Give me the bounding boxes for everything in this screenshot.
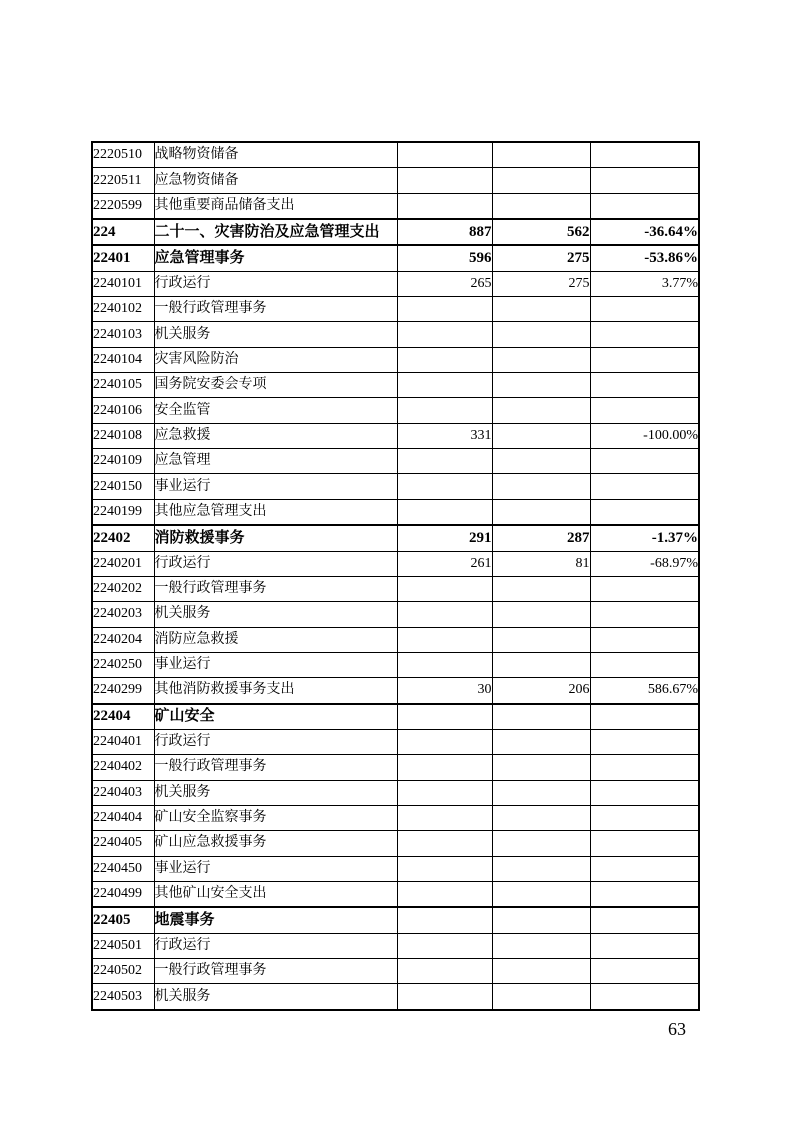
table-row bbox=[92, 907, 699, 933]
value2-cell bbox=[492, 780, 590, 805]
percent-cell bbox=[590, 831, 699, 856]
value2-cell bbox=[492, 474, 590, 499]
name-cell: 行政运行 bbox=[154, 551, 397, 576]
code-cell: 2240108 bbox=[92, 423, 154, 448]
table-row bbox=[92, 652, 699, 677]
name-cell: 国务院安委会专项 bbox=[154, 373, 397, 398]
name-cell: 机关服务 bbox=[154, 322, 397, 347]
code-cell: 22404 bbox=[92, 704, 154, 730]
code-cell: 2240105 bbox=[92, 373, 154, 398]
value1-cell bbox=[397, 168, 492, 193]
value2-cell bbox=[492, 831, 590, 856]
value2-cell bbox=[492, 881, 590, 907]
name-cell: 消防救援事务 bbox=[154, 525, 397, 551]
percent-cell bbox=[590, 168, 699, 193]
value2-cell bbox=[492, 627, 590, 652]
value1-cell: 291 bbox=[397, 525, 492, 551]
code-cell: 2240201 bbox=[92, 551, 154, 576]
value1-cell bbox=[397, 398, 492, 423]
code-cell: 2240299 bbox=[92, 678, 154, 704]
name-cell: 一般行政管理事务 bbox=[154, 297, 397, 322]
name-cell: 矿山安全 bbox=[154, 704, 397, 730]
value1-cell bbox=[397, 755, 492, 780]
code-cell: 2240204 bbox=[92, 627, 154, 652]
name-cell: 行政运行 bbox=[154, 933, 397, 958]
value1-cell bbox=[397, 907, 492, 933]
table-row bbox=[92, 142, 699, 168]
percent-cell bbox=[590, 729, 699, 754]
code-cell: 2240104 bbox=[92, 347, 154, 372]
name-cell: 行政运行 bbox=[154, 271, 397, 296]
table-row bbox=[92, 755, 699, 780]
code-cell: 2240499 bbox=[92, 881, 154, 907]
value2-cell bbox=[492, 499, 590, 525]
percent-cell bbox=[590, 704, 699, 730]
value2-cell bbox=[492, 959, 590, 984]
percent-cell: -1.37% bbox=[590, 525, 699, 551]
value2-cell bbox=[492, 704, 590, 730]
value1-cell: 596 bbox=[397, 245, 492, 271]
name-cell: 机关服务 bbox=[154, 984, 397, 1010]
code-cell: 2240101 bbox=[92, 271, 154, 296]
name-cell: 一般行政管理事务 bbox=[154, 755, 397, 780]
page-number: 63 bbox=[668, 1019, 686, 1039]
value1-cell bbox=[397, 933, 492, 958]
table-row bbox=[92, 322, 699, 347]
name-cell: 灾害风险防治 bbox=[154, 347, 397, 372]
name-cell: 一般行政管理事务 bbox=[154, 959, 397, 984]
value2-cell: 275 bbox=[492, 245, 590, 271]
table-row bbox=[92, 805, 699, 830]
name-cell: 行政运行 bbox=[154, 729, 397, 754]
table-row bbox=[92, 449, 699, 474]
value2-cell bbox=[492, 449, 590, 474]
name-cell: 其他消防救援事务支出 bbox=[154, 678, 397, 704]
value1-cell bbox=[397, 652, 492, 677]
code-cell: 22402 bbox=[92, 525, 154, 551]
table-row bbox=[92, 525, 699, 551]
table-row bbox=[92, 729, 699, 754]
table-row bbox=[92, 551, 699, 576]
percent-cell: -68.97% bbox=[590, 551, 699, 576]
table-row bbox=[92, 474, 699, 499]
percent-cell bbox=[590, 984, 699, 1010]
percent-cell bbox=[590, 907, 699, 933]
table-row bbox=[92, 704, 699, 730]
percent-cell bbox=[590, 627, 699, 652]
value2-cell bbox=[492, 856, 590, 881]
table-row bbox=[92, 271, 699, 296]
code-cell: 2240503 bbox=[92, 984, 154, 1010]
value2-cell: 287 bbox=[492, 525, 590, 551]
value1-cell bbox=[397, 347, 492, 372]
value2-cell bbox=[492, 423, 590, 448]
value2-cell bbox=[492, 933, 590, 958]
code-cell: 2240404 bbox=[92, 805, 154, 830]
code-cell: 2240150 bbox=[92, 474, 154, 499]
code-cell: 2240102 bbox=[92, 297, 154, 322]
code-cell: 2240501 bbox=[92, 933, 154, 958]
code-cell: 2240106 bbox=[92, 398, 154, 423]
value2-cell bbox=[492, 168, 590, 193]
percent-cell bbox=[590, 805, 699, 830]
value1-cell bbox=[397, 373, 492, 398]
name-cell: 其他矿山安全支出 bbox=[154, 881, 397, 907]
table-row bbox=[92, 780, 699, 805]
budget-table-body bbox=[92, 142, 699, 1010]
value1-cell bbox=[397, 576, 492, 601]
value1-cell bbox=[397, 474, 492, 499]
table-row bbox=[92, 933, 699, 958]
value2-cell: 275 bbox=[492, 271, 590, 296]
name-cell: 事业运行 bbox=[154, 474, 397, 499]
percent-cell bbox=[590, 959, 699, 984]
table-row bbox=[92, 959, 699, 984]
name-cell: 矿山安全监察事务 bbox=[154, 805, 397, 830]
value2-cell bbox=[492, 297, 590, 322]
value1-cell bbox=[397, 805, 492, 830]
value1-cell bbox=[397, 193, 492, 219]
code-cell: 2240202 bbox=[92, 576, 154, 601]
code-cell: 22401 bbox=[92, 245, 154, 271]
code-cell: 2240403 bbox=[92, 780, 154, 805]
percent-cell bbox=[590, 755, 699, 780]
value2-cell bbox=[492, 322, 590, 347]
value1-cell: 887 bbox=[397, 219, 492, 245]
table-row bbox=[92, 627, 699, 652]
code-cell: 2240103 bbox=[92, 322, 154, 347]
percent-cell bbox=[590, 933, 699, 958]
code-cell: 2240450 bbox=[92, 856, 154, 881]
code-cell: 2220599 bbox=[92, 193, 154, 219]
value1-cell: 261 bbox=[397, 551, 492, 576]
value2-cell bbox=[492, 602, 590, 627]
name-cell: 其他应急管理支出 bbox=[154, 499, 397, 525]
percent-cell bbox=[590, 297, 699, 322]
value2-cell bbox=[492, 755, 590, 780]
value2-cell: 562 bbox=[492, 219, 590, 245]
percent-cell bbox=[590, 449, 699, 474]
value1-cell bbox=[397, 984, 492, 1010]
percent-cell: -100.00% bbox=[590, 423, 699, 448]
name-cell: 地震事务 bbox=[154, 907, 397, 933]
value2-cell bbox=[492, 193, 590, 219]
percent-cell: -53.86% bbox=[590, 245, 699, 271]
name-cell: 事业运行 bbox=[154, 856, 397, 881]
table-row bbox=[92, 398, 699, 423]
value1-cell bbox=[397, 729, 492, 754]
value2-cell bbox=[492, 347, 590, 372]
name-cell: 消防应急救援 bbox=[154, 627, 397, 652]
name-cell: 一般行政管理事务 bbox=[154, 576, 397, 601]
code-cell: 2240502 bbox=[92, 959, 154, 984]
value1-cell: 331 bbox=[397, 423, 492, 448]
value2-cell: 81 bbox=[492, 551, 590, 576]
value1-cell bbox=[397, 959, 492, 984]
percent-cell bbox=[590, 780, 699, 805]
percent-cell bbox=[590, 856, 699, 881]
table-row bbox=[92, 168, 699, 193]
percent-cell bbox=[590, 322, 699, 347]
table-row bbox=[92, 984, 699, 1010]
percent-cell bbox=[590, 499, 699, 525]
value2-cell bbox=[492, 984, 590, 1010]
code-cell: 22405 bbox=[92, 907, 154, 933]
value2-cell bbox=[492, 373, 590, 398]
table-row bbox=[92, 245, 699, 271]
percent-cell: 3.77% bbox=[590, 271, 699, 296]
name-cell: 矿山应急救援事务 bbox=[154, 831, 397, 856]
name-cell: 应急管理 bbox=[154, 449, 397, 474]
percent-cell bbox=[590, 142, 699, 168]
percent-cell bbox=[590, 881, 699, 907]
value2-cell bbox=[492, 398, 590, 423]
value2-cell bbox=[492, 805, 590, 830]
table-row bbox=[92, 373, 699, 398]
value1-cell bbox=[397, 322, 492, 347]
value1-cell bbox=[397, 449, 492, 474]
table-row bbox=[92, 576, 699, 601]
code-cell: 2220511 bbox=[92, 168, 154, 193]
value1-cell bbox=[397, 780, 492, 805]
value1-cell bbox=[397, 881, 492, 907]
code-cell: 2240402 bbox=[92, 755, 154, 780]
table-row bbox=[92, 678, 699, 704]
name-cell: 事业运行 bbox=[154, 652, 397, 677]
code-cell: 2240250 bbox=[92, 652, 154, 677]
percent-cell bbox=[590, 373, 699, 398]
percent-cell bbox=[590, 602, 699, 627]
value2-cell bbox=[492, 576, 590, 601]
name-cell: 应急物资储备 bbox=[154, 168, 397, 193]
percent-cell bbox=[590, 576, 699, 601]
value1-cell bbox=[397, 602, 492, 627]
percent-cell bbox=[590, 193, 699, 219]
code-cell: 2240405 bbox=[92, 831, 154, 856]
table-row bbox=[92, 193, 699, 219]
name-cell: 应急管理事务 bbox=[154, 245, 397, 271]
code-cell: 2240109 bbox=[92, 449, 154, 474]
code-cell: 2240401 bbox=[92, 729, 154, 754]
value1-cell bbox=[397, 142, 492, 168]
table-row bbox=[92, 856, 699, 881]
name-cell: 机关服务 bbox=[154, 602, 397, 627]
name-cell: 战略物资储备 bbox=[154, 142, 397, 168]
value1-cell bbox=[397, 499, 492, 525]
value2-cell bbox=[492, 907, 590, 933]
percent-cell: -36.64% bbox=[590, 219, 699, 245]
value2-cell bbox=[492, 142, 590, 168]
value1-cell bbox=[397, 704, 492, 730]
table-row bbox=[92, 297, 699, 322]
code-cell: 224 bbox=[92, 219, 154, 245]
value1-cell: 265 bbox=[397, 271, 492, 296]
name-cell: 其他重要商品储备支出 bbox=[154, 193, 397, 219]
name-cell: 安全监管 bbox=[154, 398, 397, 423]
percent-cell bbox=[590, 652, 699, 677]
value1-cell bbox=[397, 856, 492, 881]
table-row bbox=[92, 499, 699, 525]
name-cell: 二十一、灾害防治及应急管理支出 bbox=[154, 219, 397, 245]
value2-cell bbox=[492, 652, 590, 677]
name-cell: 应急救援 bbox=[154, 423, 397, 448]
value1-cell bbox=[397, 297, 492, 322]
value2-cell: 206 bbox=[492, 678, 590, 704]
value1-cell bbox=[397, 627, 492, 652]
value2-cell bbox=[492, 729, 590, 754]
percent-cell: 586.67% bbox=[590, 678, 699, 704]
name-cell: 机关服务 bbox=[154, 780, 397, 805]
budget-table bbox=[91, 141, 700, 1011]
code-cell: 2240199 bbox=[92, 499, 154, 525]
percent-cell bbox=[590, 474, 699, 499]
value1-cell bbox=[397, 831, 492, 856]
table-row bbox=[92, 423, 699, 448]
table-row bbox=[92, 347, 699, 372]
value1-cell: 30 bbox=[397, 678, 492, 704]
code-cell: 2220510 bbox=[92, 142, 154, 168]
code-cell: 2240203 bbox=[92, 602, 154, 627]
table-row bbox=[92, 219, 699, 245]
table-row bbox=[92, 602, 699, 627]
table-row bbox=[92, 881, 699, 907]
percent-cell bbox=[590, 347, 699, 372]
table-row bbox=[92, 831, 699, 856]
percent-cell bbox=[590, 398, 699, 423]
